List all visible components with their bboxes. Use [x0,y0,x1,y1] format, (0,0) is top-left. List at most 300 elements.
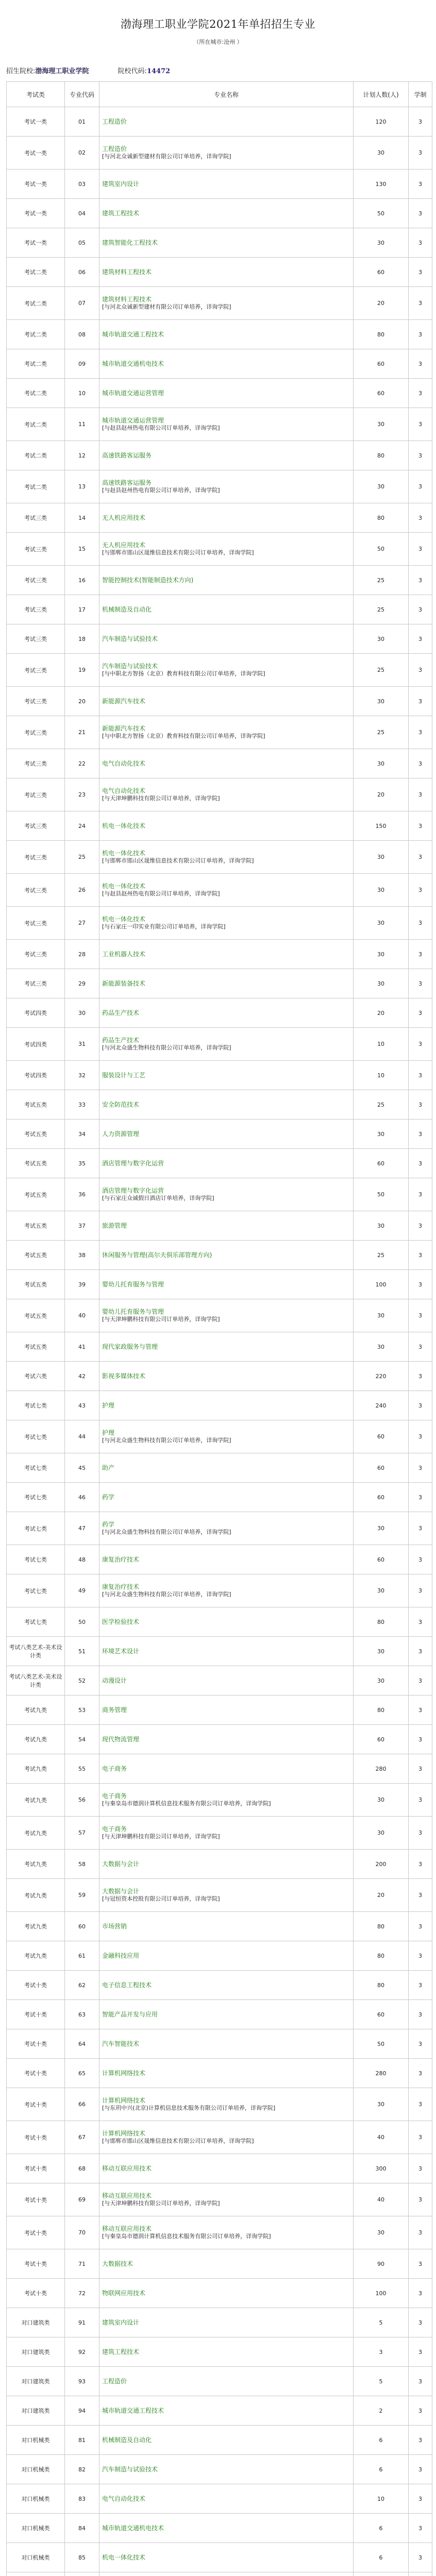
major-code-cell: 37 [65,1211,99,1241]
major-name-cell [99,1512,354,1545]
major-name-link[interactable]: 电气自动化技术 [102,2495,351,2503]
plan-count-cell: 5 [354,2367,409,2396]
major-name-link[interactable]: 酒店管理与数字化运营 [102,1160,351,1167]
major-note: [与邯郸市邯山区晟维信息技术有限公司订单培养，详询学院] [102,2138,351,2145]
plan-count-cell: 30 [354,1299,409,1332]
col-header-years: 学制 [409,82,432,107]
major-name-link[interactable]: 婴幼儿托育服务与管理 [102,1281,351,1289]
major-name-link[interactable]: 影视多媒体技术 [102,1372,351,1380]
plan-count-cell: 60 [354,1420,409,1453]
major-name-cell [99,1211,354,1241]
major-code-cell: 46 [65,1483,99,1512]
major-name-link[interactable]: 工业机器人技术 [102,951,351,958]
table-row [7,107,432,137]
major-name-link[interactable]: 机械制造及自动化 [102,2436,351,2444]
major-name-link[interactable]: 服装设计与工艺 [102,1072,351,1079]
major-name-link[interactable]: 工程造价 [102,118,351,126]
plan-count-cell: 100 [354,1270,409,1299]
plan-count-cell: 80 [354,441,409,470]
plan-count-cell: 80 [354,1941,409,1971]
major-name-link[interactable]: 电气自动化技术 [102,760,351,768]
plan-count-cell: 30 [354,749,409,778]
plan-count-cell: 40 [354,2121,409,2154]
plan-count-cell: 20 [354,287,409,320]
major-name-link[interactable]: 金融科技应用 [102,1952,351,1960]
major-name-cell [99,566,354,595]
school-label: 招生院校: [6,67,35,75]
plan-count-cell: 60 [354,1453,409,1483]
major-name-link[interactable]: 高速铁路客运服务 [102,479,351,487]
major-name-cell [99,1483,354,1512]
plan-count-cell: 280 [354,1754,409,1784]
major-name-cell [99,1149,354,1178]
major-name-cell [99,533,354,566]
major-name-link[interactable]: 智能产品开发与应用 [102,2011,351,2019]
years-cell: 3 [409,1362,432,1391]
exam-class-cell: 考试三类 [7,841,65,874]
major-name-link[interactable]: 建筑工程技术 [102,210,351,217]
table-row [7,2572,432,2576]
major-code-cell: 84 [65,2514,99,2543]
table-row [7,1545,432,1574]
major-name-link[interactable]: 机电一体化技术 [102,822,351,830]
major-code-cell: 10 [65,379,99,408]
major-name-link[interactable]: 建筑室内设计 [102,180,351,188]
plan-count-cell: 100 [354,2279,409,2308]
major-name-link[interactable]: 现代家政服务与管理 [102,1343,351,1351]
major-name-cell [99,170,354,199]
major-code-cell: 49 [65,1574,99,1607]
years-cell: 3 [409,533,432,566]
major-name-link[interactable]: 高速铁路客运服务 [102,452,351,460]
major-name-link[interactable]: 计算机网络技术 [102,2130,351,2138]
major-code-cell: 18 [65,624,99,654]
table-row [7,1362,432,1391]
major-name-cell [99,811,354,841]
exam-class-cell: 考试九类 [7,1850,65,1879]
table-row [7,778,432,811]
table-row [7,1666,432,1696]
exam-class-cell: 考试二类 [7,320,65,349]
major-name-link[interactable]: 智能控制技术(智能制造技术方向) [102,577,351,584]
table-row [7,1090,432,1120]
major-name-link[interactable]: 电子商务 [102,1792,351,1800]
major-name-link[interactable]: 机电一体化技术 [102,850,351,857]
plan-count-cell: 30 [354,1817,409,1850]
plan-count-cell: 25 [354,716,409,749]
exam-class-cell: 考试五类 [7,1241,65,1270]
major-name-cell [99,107,354,137]
major-name-link[interactable]: 城市轨道交通工程技术 [102,331,351,338]
years-cell: 3 [409,1028,432,1061]
major-name-cell [99,1120,354,1149]
major-name-cell [99,595,354,624]
major-name-cell [99,1420,354,1453]
plan-count-cell: 280 [354,2059,409,2088]
major-name-link[interactable]: 药学 [102,1494,351,1501]
exam-class-cell: 考试七类 [7,1420,65,1453]
major-name-link[interactable]: 移动互联应用技术 [102,2165,351,2173]
exam-class-cell: 考试四类 [7,1061,65,1090]
years-cell: 3 [409,2088,432,2121]
major-note: [与赵县赵州热电有限公司订单培养，详询学院] [102,487,351,494]
exam-class-cell: 考试三类 [7,907,65,940]
years-cell: 3 [409,1420,432,1453]
major-name-link[interactable]: 药学 [102,1521,351,1529]
major-name-cell [99,2455,354,2484]
plan-count-cell: 50 [354,2029,409,2059]
table-row [7,2249,432,2279]
table-row [7,503,432,533]
plan-count-cell: 80 [354,503,409,533]
major-name-link[interactable]: 大数据技术 [102,2260,351,2268]
major-name-link[interactable]: 大数据与会计 [102,1888,351,1895]
exam-class-cell: 考试十类 [7,2029,65,2059]
major-note: [与东玥中兴(北京)计算机信息技术服务有限公司订单培养，详询学院] [102,2105,351,2112]
years-cell: 3 [409,2396,432,2426]
major-name-link[interactable]: 电子商务 [102,1765,351,1773]
major-name-cell [99,1270,354,1299]
years-cell: 3 [409,2514,432,2543]
major-name-cell [99,998,354,1028]
major-name-cell [99,1971,354,2000]
major-name-link[interactable]: 新能源汽车技术 [102,725,351,733]
major-name-link[interactable]: 新能源装备技术 [102,980,351,988]
major-name-link[interactable]: 移动互联应用技术 [102,2192,351,2200]
major-name-link[interactable]: 建筑材料工程技术 [102,296,351,303]
major-name-link[interactable]: 现代物流管理 [102,1736,351,1743]
major-name-link[interactable]: 护理 [102,1429,351,1437]
major-name-cell [99,320,354,349]
years-cell: 3 [409,1637,432,1666]
table-header-row [7,82,432,107]
years-cell: 3 [409,2183,432,2216]
table-row [7,1149,432,1178]
major-name-link[interactable]: 机电一体化技术 [102,2554,351,2562]
plan-count-cell: 50 [354,533,409,566]
plan-count-cell: 20 [354,998,409,1028]
major-code-cell: 42 [65,1362,99,1391]
plan-count-cell: 40 [354,2183,409,2216]
major-name-link[interactable]: 城市轨道交通机电技术 [102,360,351,368]
major-code-cell: 12 [65,441,99,470]
plan-count-cell: 30 [354,1637,409,1666]
major-note: [与天津坤鹏科技有限公司订单培养，详询学院] [102,1833,351,1840]
plan-count-cell: 3 [354,2337,409,2367]
major-code-cell: 70 [65,2216,99,2249]
major-name-link[interactable]: 计算机网络技术 [102,2097,351,2105]
years-cell: 3 [409,969,432,998]
plan-count-cell: 6 [354,2455,409,2484]
major-code-cell: 48 [65,1545,99,1574]
major-note: [与天津坤鹏科技有限公司订单培养，详询学院] [102,1316,351,1323]
plan-count-cell: 30 [354,470,409,503]
exam-class-cell: 考试二类 [7,287,65,320]
years-cell: 3 [409,1120,432,1149]
major-code-cell: 54 [65,1725,99,1754]
exam-class-cell: 考试五类 [7,1120,65,1149]
table-row [7,2000,432,2029]
major-code-cell: 38 [65,1241,99,1270]
exam-class-cell: 考试五类 [7,1090,65,1120]
major-code-cell: 85 [65,2543,99,2572]
major-name-link[interactable]: 药品生产技术 [102,1037,351,1044]
major-code-cell: 15 [65,533,99,566]
table-row [7,170,432,199]
major-name-link[interactable]: 城市轨道交通运营管理 [102,417,351,425]
exam-class-cell: 考试九类 [7,1725,65,1754]
years-cell: 3 [409,1696,432,1725]
major-name-cell [99,969,354,998]
exam-class-cell: 对口机械类 [7,2543,65,2572]
code-label: 院校代码: [118,67,147,75]
major-name-link[interactable]: 计算机网络技术 [102,2070,351,2077]
major-name-link[interactable]: 机电一体化技术 [102,883,351,890]
years-cell: 3 [409,940,432,969]
years-cell: 3 [409,2484,432,2514]
major-code-cell: 24 [65,811,99,841]
major-name-link[interactable]: 旅游管理 [102,1222,351,1230]
major-code-cell: 16 [65,566,99,595]
major-name-link[interactable]: 电子信息工程技术 [102,1981,351,1989]
major-name-link[interactable]: 市场营销 [102,1923,351,1930]
major-name-link[interactable]: 康复治疗技术 [102,1556,351,1564]
table-row [7,1696,432,1725]
major-name-link[interactable]: 动漫设计 [102,1677,351,1685]
major-code-cell: 01 [65,107,99,137]
major-name-cell [99,1941,354,1971]
table-row [7,2121,432,2154]
major-note: [与邯郸市邯山区晟维信息技术有限公司订单培养，详询学院] [102,857,351,865]
major-name-link[interactable]: 汽车制造与试验技术 [102,2466,351,2473]
major-name-cell [99,1637,354,1666]
major-name-link[interactable]: 工程造价 [102,2378,351,2385]
years-cell: 3 [409,1879,432,1912]
plan-count-cell: 6 [354,2543,409,2572]
exam-class-cell: 考试九类 [7,1817,65,1850]
major-code-cell: 02 [65,137,99,170]
major-code-cell: 59 [65,1879,99,1912]
major-name-link[interactable]: 医学检验技术 [102,1618,351,1626]
major-code-cell: 27 [65,907,99,940]
major-name-cell [99,841,354,874]
table-row [7,1299,432,1332]
major-name-link[interactable]: 休闲服务与管理(高尔夫俱乐部管理方向) [102,1251,351,1259]
years-cell: 3 [409,107,432,137]
exam-class-cell: 考试九类 [7,1879,65,1912]
exam-class-cell: 考试七类 [7,1574,65,1607]
table-row [7,1725,432,1754]
major-name-link[interactable]: 人力资源管理 [102,1130,351,1138]
major-code-cell: 13 [65,470,99,503]
plan-count-cell: 10 [354,1028,409,1061]
major-note: [与中职北方智扬（北京）教育科技有限公司订单培养，详询学院] [102,733,351,740]
table-row [7,1512,432,1545]
exam-class-cell: 考试三类 [7,654,65,687]
years-cell: 3 [409,1784,432,1817]
major-name-link[interactable]: 物联网应用技术 [102,2290,351,2297]
plan-count-cell: 2 [354,2396,409,2426]
major-code-cell: 40 [65,1299,99,1332]
major-code-cell: 31 [65,1028,99,1061]
major-name-cell [99,749,354,778]
table-row [7,379,432,408]
years-cell: 3 [409,778,432,811]
col-header-name: 专业名称 [99,82,354,107]
major-name-link[interactable]: 药品生产技术 [102,1009,351,1017]
plan-count-cell: 30 [354,1120,409,1149]
table-row [7,1332,432,1362]
major-name-link[interactable]: 汽车制造与试验技术 [102,635,351,643]
table-row [7,624,432,654]
table-row [7,1241,432,1270]
exam-class-cell: 考试七类 [7,1545,65,1574]
major-code-cell: 53 [65,1696,99,1725]
plan-count-cell: 30 [354,969,409,998]
plan-count-cell: 30 [354,1574,409,1607]
table-row [7,998,432,1028]
table-row [7,2426,432,2455]
table-row [7,2337,432,2367]
major-name-cell [99,1391,354,1420]
major-name-link[interactable]: 新能源汽车技术 [102,698,351,705]
major-name-cell [99,2121,354,2154]
major-name-link[interactable]: 机电一体化技术 [102,916,351,923]
plan-count-cell: 80 [354,320,409,349]
major-name-link[interactable]: 汽车智能技术 [102,2040,351,2048]
major-name-link[interactable]: 大数据与会计 [102,1860,351,1868]
major-name-link[interactable]: 婴幼儿托育服务与管理 [102,1308,351,1316]
years-cell: 3 [409,199,432,228]
major-name-link[interactable]: 酒店管理与数字化运营 [102,1187,351,1195]
plan-count-cell: 60 [354,379,409,408]
major-name-link[interactable]: 助产 [102,1464,351,1472]
major-code-cell: 19 [65,654,99,687]
plan-count-cell: 30 [354,2216,409,2249]
plan-count-cell: 30 [354,624,409,654]
major-name-cell [99,874,354,907]
table-row [7,1912,432,1941]
major-name-link[interactable]: 康复治疗技术 [102,1583,351,1591]
major-name-link[interactable]: 无人机应用技术 [102,514,351,522]
major-name-link[interactable]: 城市轨道交通运营管理 [102,389,351,397]
exam-class-cell: 考试三类 [7,874,65,907]
major-name-cell [99,1241,354,1270]
col-header-exam: 考试类 [7,82,65,107]
years-cell: 3 [409,687,432,716]
table-row [7,595,432,624]
major-name-cell [99,137,354,170]
major-name-link[interactable]: 无人机应用技术 [102,541,351,549]
table-row [7,566,432,595]
major-name-cell [99,1784,354,1817]
plan-count-cell [354,2572,409,2576]
exam-class-cell: 对口建筑类 [7,2396,65,2426]
exam-class-cell: 考试七类 [7,1453,65,1483]
plan-count-cell: 80 [354,1971,409,2000]
exam-class-cell: 考试五类 [7,1270,65,1299]
plan-count-cell: 6 [354,2514,409,2543]
exam-class-cell: 考试九类 [7,1754,65,1784]
plan-count-cell: 50 [354,199,409,228]
major-name-link[interactable]: 建筑智能化工程技术 [102,239,351,247]
majors-table [6,81,432,2576]
major-name-link[interactable]: 商务管理 [102,1706,351,1714]
table-row [7,349,432,379]
years-cell: 3 [409,841,432,874]
table-row [7,1941,432,1971]
major-code-cell: 50 [65,1607,99,1637]
major-note: [与秦皇岛市德润计算机信息技术服务有限公司订单培养，详询学院] [102,2233,351,2240]
table-row [7,1420,432,1453]
table-row [7,2059,432,2088]
major-code-cell: 56 [65,1784,99,1817]
exam-class-cell: 考试三类 [7,566,65,595]
exam-class-cell: 对口建筑类 [7,2367,65,2396]
major-name-cell [99,654,354,687]
table-row [7,1817,432,1850]
major-name-link[interactable]: 汽车制造与试验技术 [102,663,351,670]
major-name-link[interactable]: 建筑室内设计 [102,2319,351,2327]
major-name-link[interactable]: 环境艺术设计 [102,1648,351,1655]
major-name-link[interactable]: 移动互联应用技术 [102,2225,351,2233]
major-code-cell: 35 [65,1149,99,1178]
table-row [7,470,432,503]
years-cell: 3 [409,470,432,503]
table-row [7,408,432,441]
major-name-link[interactable]: 城市轨道交通机电技术 [102,2524,351,2532]
major-name-cell [99,624,354,654]
table-row [7,2308,432,2337]
major-note: [与石家庄众诚假日酒店订单培养，详询学院] [102,1195,351,1202]
major-code-cell: 52 [65,1666,99,1696]
plan-count-cell: 6 [354,2426,409,2455]
major-name-link[interactable]: 电气自动化技术 [102,787,351,795]
table-row [7,1270,432,1299]
major-name-link[interactable]: 安全防范技术 [102,1101,351,1109]
exam-class-cell: 考试二类 [7,379,65,408]
major-name-link[interactable]: 工程造价 [102,145,351,153]
major-code-cell: 36 [65,1178,99,1211]
major-code-cell: 92 [65,2337,99,2367]
plan-count-cell: 30 [354,1211,409,1241]
table-row [7,1178,432,1211]
major-name-link[interactable]: 建筑材料工程技术 [102,268,351,276]
plan-count-cell: 120 [354,107,409,137]
years-cell: 3 [409,907,432,940]
table-row [7,907,432,940]
major-name-link[interactable]: 建筑工程技术 [102,2348,351,2356]
major-name-link[interactable]: 机械制造及自动化 [102,606,351,614]
col-header-code: 专业代码 [65,82,99,107]
table-row [7,137,432,170]
major-code-cell: 67 [65,2121,99,2154]
major-name-cell [99,1178,354,1211]
years-cell: 3 [409,287,432,320]
table-row [7,1028,432,1061]
major-name-link[interactable]: 护理 [102,1402,351,1410]
plan-count-cell: 30 [354,874,409,907]
major-name-link[interactable]: 城市轨道交通工程技术 [102,2407,351,2415]
major-name-link[interactable]: 电子商务 [102,1825,351,1833]
plan-count-cell: 60 [354,1545,409,1574]
years-cell: 3 [409,1391,432,1420]
major-name-cell [99,2543,354,2572]
major-name-cell [99,940,354,969]
plan-count-cell: 25 [354,654,409,687]
plan-count-cell: 220 [354,1362,409,1391]
table-row [7,1879,432,1912]
